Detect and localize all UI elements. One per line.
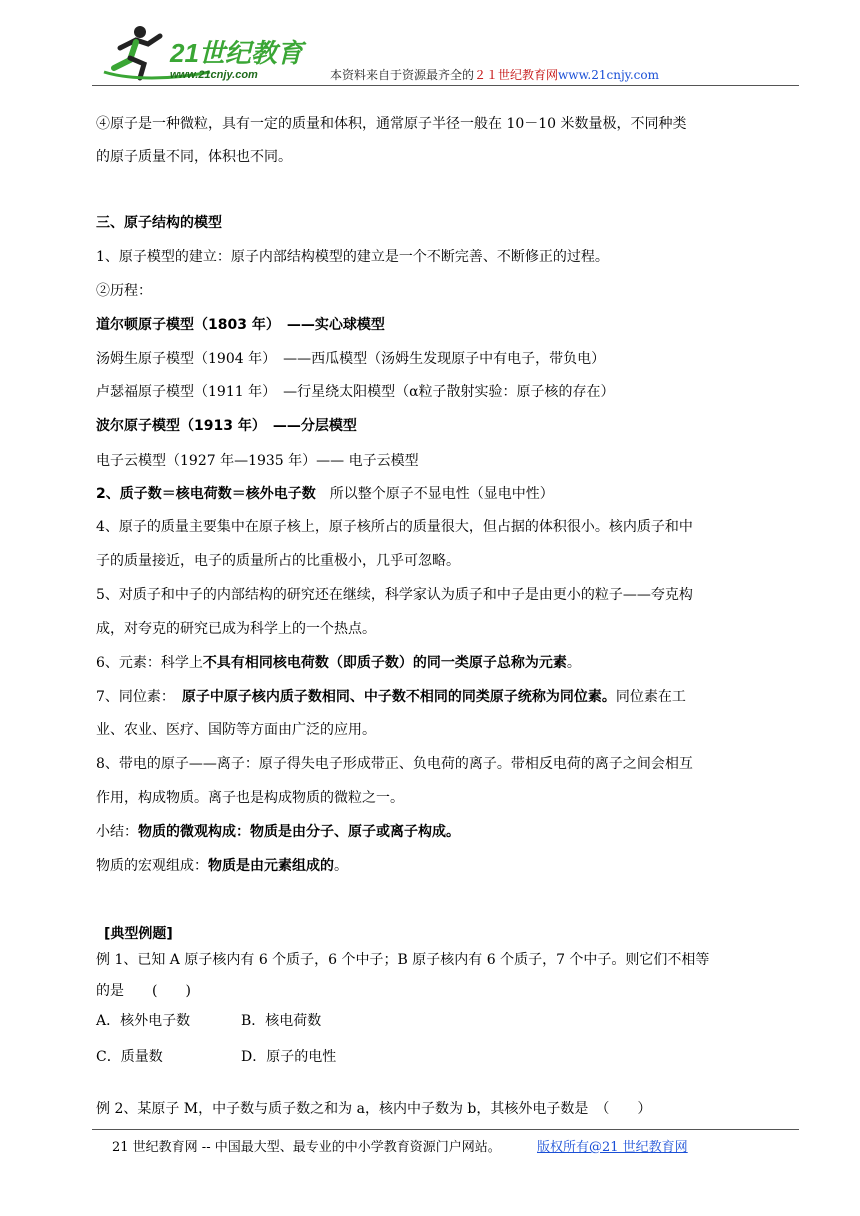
para-5-line-2: 成，对夸克的研究已成为科学上的一个热点。 — [96, 621, 376, 637]
model-electron-cloud: 电子云模型（1927 年—1935 年）—— 电子云模型 — [96, 453, 419, 469]
para-4-line-2: 子的质量接近，电子的质量所占的比重极小，几乎可忽略。 — [96, 553, 460, 569]
section-3-title: 三、原子结构的模型 — [96, 215, 222, 231]
macro-line — [96, 856, 348, 876]
example-1-option-a: A．核外电子数 — [96, 1013, 191, 1029]
model-dalton: 道尔顿原子模型（1803 年） ——实心球模型 — [96, 317, 385, 333]
model-bohr: 波尔原子模型（1913 年） ——分层模型 — [96, 418, 357, 434]
para-1-line-1: ④原子是一种微粒，具有一定的质量和体积，通常原子半径一般在 10－10 米数量极，不同种类 — [96, 116, 687, 132]
para-2-rest: 所以整个原子不显电性（显电中性） — [315, 486, 554, 502]
macro-label: 物质的宏观组成： — [96, 858, 208, 874]
para-8-line-2: 作用，构成物质。离子也是构成物质的微粒之一。 — [96, 790, 404, 806]
logo-text: 21世纪教育 — [170, 38, 303, 68]
section-3-item-1: 1、原子模型的建立：原子内部结构模型的建立是一个不断完善、不断修正的过程。 — [96, 249, 609, 265]
copyright-link[interactable]: 版权所有@21 世纪教育网 — [537, 1140, 688, 1155]
example-2: 例 2、某原子 M，中子数与质子数之和为 a，核内中子数为 b，其核外电子数是 （ ） — [96, 1101, 652, 1117]
example-1-option-d: D．原子的电性 — [241, 1049, 337, 1065]
para-6-c: 。 — [566, 655, 581, 671]
examples-title: [典型例题] — [104, 926, 173, 942]
para-7-line-2: 业、农业、医疗、国防等方面由广泛的应用。 — [96, 722, 376, 738]
footer-divider — [92, 1129, 799, 1130]
macro-bold: 物质是由元素组成的 — [208, 858, 334, 874]
para-7-line-1 — [96, 687, 686, 707]
model-rutherford: 卢瑟福原子模型（1911 年） —行星绕太阳模型（α粒子散射实验：原子核的存在） — [96, 384, 615, 400]
para-1-line-2: 的原子质量不同，体积也不同。 — [96, 149, 292, 165]
header-prefix: 本资料来自于资源最齐全的 — [330, 68, 475, 82]
model-thomson: 汤姆生原子模型（1904 年） ——西瓜模型（汤姆生发现原子中有电子，带负电） — [96, 351, 606, 367]
macro-end: 。 — [334, 858, 348, 874]
para-2 — [96, 484, 554, 504]
example-1-line-2: 的是 ( ) — [96, 983, 191, 999]
para-7-c: 同位素在工 — [615, 689, 686, 705]
summary-label: 小结： — [96, 824, 138, 840]
para-7-a: 7、同位素： — [96, 689, 168, 705]
para-4-line-1: 4、原子的质量主要集中在原子核上，原子核所占的质量很大，但占据的体积很小。核内质子和中 — [96, 519, 693, 535]
example-1-option-b: B．核电荷数 — [241, 1013, 322, 1029]
footer-text: 21 世纪教育网 -- 中国最大型、最专业的中小学教育资源门户网站。 — [112, 1140, 501, 1155]
para-6-a: 6、元素：科学上 — [96, 655, 203, 671]
section-3-item-2: ②历程： — [96, 283, 152, 299]
header-brand[interactable]: ２１世纪教育网 — [474, 68, 559, 82]
header-url-link[interactable]: www.21cnjy.com — [558, 68, 659, 82]
para-8-line-1: 8、带电的原子——离子：原子得失电子形成带正、负电荷的离子。带相反电荷的离子之间会相互 — [96, 756, 693, 772]
para-2-bold: 2、质子数＝核电荷数＝核外电子数 — [96, 486, 316, 502]
summary-bold: 物质的微观构成：物质是由分子、原子或离子构成。 — [138, 824, 460, 840]
para-7-bold: 原子中原子核内质子数相同、中子数不相同的同类原子统称为同位素。 — [167, 689, 616, 705]
example-1-option-c: C．质量数 — [96, 1049, 163, 1065]
logo-url: www.21cnjy.com — [170, 69, 258, 81]
para-5-line-1: 5、对质子和中子的内部结构的研究还在继续，科学家认为质子和中子是由更小的粒子——夸克构 — [96, 587, 693, 603]
para-6-bold: 不具有相同核电荷数（即质子数）的同一类原子总称为元素 — [202, 655, 567, 671]
para-6 — [96, 653, 581, 673]
example-1-line-1: 例 1、已知 A 原子核内有 6 个质子，6 个中子；B 原子核内有 6 个质子，7 个中子。则它们不相等 — [96, 952, 710, 968]
summary-line — [96, 822, 460, 842]
